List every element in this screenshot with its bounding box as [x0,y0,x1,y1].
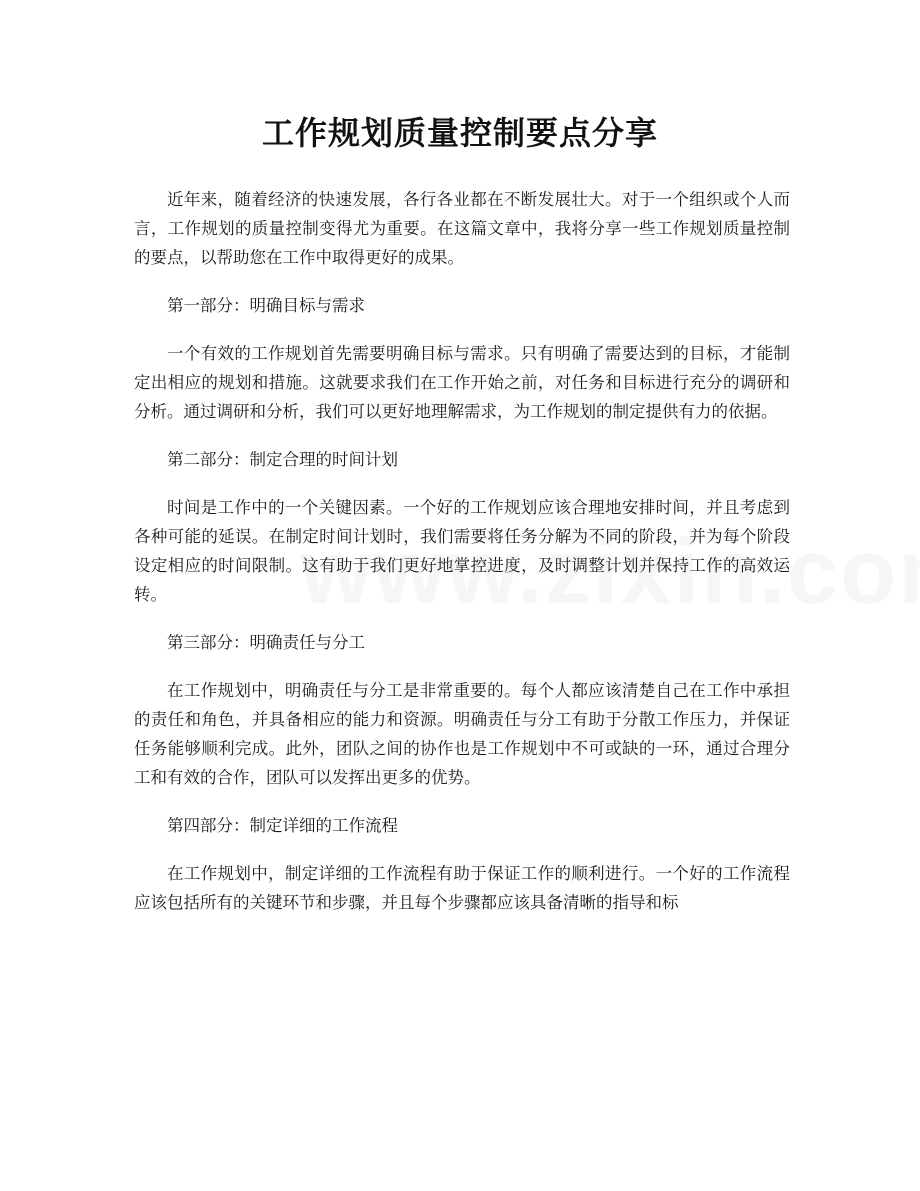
section-1-paragraph: 一个有效的工作规划首先需要明确目标与需求。只有明确了需要达到的目标，才能制定出相应的规划和措施。这就要求我们在工作开始之前，对任务和目标进行充分的调研和分析。通过调研和分析，我们可以更好地理解需求，为工作规划的制定提供有力的依据。 [134,344,790,421]
section-heading-1: 第一部分：明确目标与需求 [167,296,365,315]
section-heading-4: 第四部分：制定详细的工作流程 [167,816,398,835]
section-4-paragraph: 在工作规划中，制定详细的工作流程有助于保证工作的顺利进行。一个好的工作流程应该包括所有的关键环节和步骤，并且每个步骤都应该具备清晰的指导和标 [134,864,790,912]
section-heading-2: 第二部分：制定合理的时间计划 [167,450,398,469]
document-title: 工作规划质量控制要点分享 [261,114,658,152]
document-body [134,185,790,936]
section-2-paragraph: 时间是工作中的一个关键因素。一个好的工作规划应该合理地安排时间，并且考虑到各种可能的延误。在制定时间计划时，我们需要将任务分解为不同的阶段，并为每个阶段设定相应的时间限制。这有助于我们更好地掌控进度，及时调整计划并保持工作的高效运转。 [134,498,790,604]
intro-paragraph: 近年来，随着经济的快速发展，各行各业都在不断发展壮大。对于一个组织或个人而言，工作规划的质量控制变得尤为重要。在这篇文章中，我将分享一些工作规划质量控制的要点，以帮助您在工作中取得更好的成果。 [134,190,790,267]
section-3-paragraph: 在工作规划中，明确责任与分工是非常重要的。每个人都应该清楚自己在工作中承担的责任和角色，并具备相应的能力和资源。明确责任与分工有助于分散工作压力，并保证任务能够顺利完成。此外，团队之间的协作也是工作规划中不可或缺的一环，通过合理分工和有效的合作，团队可以发挥出更多的优势。 [134,681,790,787]
section-heading-3: 第三部分：明确责任与分工 [167,633,365,652]
